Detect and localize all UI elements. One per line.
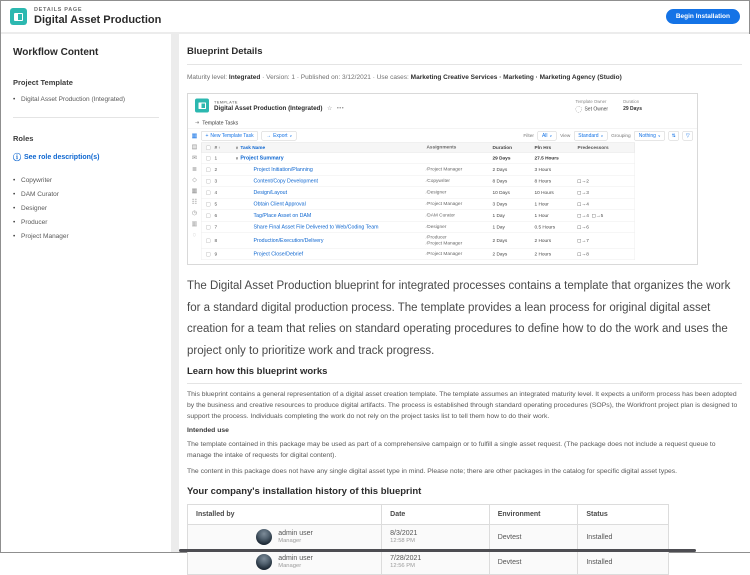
window-glyph-icon: [14, 13, 23, 21]
user-avatar: [256, 554, 272, 570]
assignment-name: ∕ Project Manager: [427, 167, 493, 173]
task-number: 4: [214, 189, 218, 196]
project-template-label: Project Template: [13, 78, 73, 87]
duration-value: 29 Days: [623, 105, 642, 112]
task-duration: 8 Days: [492, 178, 508, 184]
task-name-link: ∨ Project Summary: [235, 155, 284, 161]
grouping-dropdown: Nothing ∨: [634, 131, 665, 141]
predecessor-chip: →2: [578, 178, 589, 184]
install-time: 12:58 PM: [390, 538, 415, 544]
checkbox-icon: [206, 190, 211, 195]
begin-installation-button[interactable]: Begin Installation: [666, 9, 740, 24]
assignment-name: ∕ Project Manager: [427, 251, 493, 257]
row-checkbox: [202, 213, 215, 218]
row-checkbox: [202, 238, 215, 243]
row-checkbox: [202, 202, 215, 207]
environment-cell: Devtest: [490, 525, 579, 549]
sort-caret-icon: ∨: [235, 145, 239, 150]
sort-up-icon: ↑: [217, 145, 221, 150]
task-number: 8: [214, 237, 218, 244]
chevron-down-icon: ∨: [600, 134, 604, 138]
app-header: [1, 1, 749, 32]
task-planned-hours: 2 Hours: [534, 251, 552, 257]
task-planned-hours: 1 Hour: [534, 201, 549, 207]
task-box-icon: [578, 202, 582, 206]
task-planned-hours: 3 Hours: [534, 166, 552, 173]
duration-group: [623, 99, 642, 113]
checkbox-icon: [206, 145, 211, 150]
history-header-row: [188, 505, 668, 525]
template-task-row: [201, 187, 635, 199]
maturity-value: Integrated: [228, 74, 261, 81]
set-owner-value: Set Owner: [584, 106, 609, 112]
template-tasks-tab: [188, 117, 697, 129]
task-name-link: Tag/Place Asset on DAM: [253, 212, 312, 219]
template-task-row: [201, 210, 635, 222]
history-column-header: Installed by: [188, 505, 382, 524]
checkbox-icon: [206, 179, 211, 184]
task-assignments: [427, 224, 493, 230]
notes-icon: ▥: [191, 220, 198, 227]
template-teal-icon: [195, 99, 209, 113]
assignment-name: ∕ Designer: [427, 190, 493, 196]
task-box-icon: [578, 179, 582, 183]
blueprint-description: The Digital Asset Production blueprint for integrated processes contains a template that organizes the work for a standard digital production process. The template provides a lean process for original digital asset creation for a team that relies on standard operating procedures to define how to do the work and uses the project only to prioritize work and track progress.: [187, 280, 731, 357]
hours-icon: ◷: [191, 209, 198, 216]
assignment-name: ∕ Producer: [427, 235, 493, 241]
predecessor-chip: →4: [578, 201, 589, 207]
task-duration: 3 Days: [492, 201, 508, 207]
assignment-name: ∕ Copywriter: [427, 178, 493, 184]
row-checkbox: [202, 156, 215, 161]
header-text: [34, 7, 161, 26]
task-number: 3: [214, 178, 218, 184]
status-cell: Installed: [586, 533, 613, 541]
task-name-link: Content/Copy Development: [253, 178, 318, 184]
row-checkbox: [202, 225, 215, 230]
duration-label: Duration: [623, 98, 640, 104]
task-predecessors: [578, 238, 636, 244]
list-view-icon: ▦: [191, 132, 198, 139]
task-assignments: [427, 213, 493, 219]
checkbox-icon: [206, 252, 211, 257]
task-name-link: Obtain Client Approval: [253, 201, 306, 207]
template-owner-group: [575, 99, 608, 113]
roles-list: [13, 177, 159, 240]
see-role-descriptions-link[interactable]: [13, 152, 159, 163]
task-name-link: Design/Layout: [253, 189, 288, 196]
predecessor-chip: →3: [578, 190, 589, 196]
documents-icon: ≣: [191, 165, 198, 172]
sidebar-divider: [13, 117, 159, 118]
task-assignments: [427, 251, 493, 257]
updates-icon: ✉: [191, 154, 198, 161]
task-duration: 1 Day: [492, 212, 505, 219]
milestones-icon: ◇: [192, 176, 197, 183]
learn-paragraph-1: This blueprint contains a general representation of a digital asset creation template. The template assumes an integrated maturity level. It expects a uniform process has been adopted by the business and creative resources to produce digital artifacts. The process is established through standard operating procedures (SOPs), the Workfront project plan is designed to support the process. Individuals completing the work do not rely on the project tasks list to tell them how to do their work.: [187, 391, 738, 420]
task-planned-hours: 10 Hours: [534, 189, 554, 196]
install-time: 12:56 PM: [390, 563, 415, 569]
export-button: → Export ∨: [262, 131, 297, 141]
task-duration: 29 Days: [492, 155, 511, 161]
use-cases-value: Marketing Creative Services · Marketing · Marketing Agency (Studio): [410, 74, 622, 81]
task-box-icon: [578, 252, 582, 256]
task-predecessors: [578, 224, 636, 230]
media-icon: ▦: [191, 187, 198, 194]
status-cell: Installed: [586, 558, 613, 566]
view-label: View: [560, 133, 571, 139]
filter-funnel-icon: ▽: [683, 131, 694, 141]
row-checkbox: [202, 190, 215, 195]
installation-history-table: [187, 504, 669, 575]
task-duration: 2 Days: [492, 237, 508, 244]
task-box-icon: [578, 239, 582, 243]
learn-paragraph-2: The template contained in this package may be used as part of a comprehensive campaign or to fulfill a single asset request. (The package does not include a request queue to manage the intake of requests for digital content).: [187, 441, 716, 459]
project-template-item: • Digital Asset Production (Integrated): [13, 96, 159, 103]
task-number: 9: [214, 251, 218, 257]
task-name-link: Production/Execution/Delivery: [253, 237, 324, 244]
role-item: • DAM Curator: [13, 191, 159, 198]
sidebar-title: Workflow Content: [13, 47, 99, 58]
column-header-duration: Duration: [492, 144, 513, 151]
learn-section-title: Learn how this blueprint works: [187, 366, 742, 384]
chevron-down-icon: ∨: [289, 134, 293, 138]
task-planned-hours: 8 Hours: [534, 178, 552, 184]
task-predecessors: [578, 190, 636, 196]
favorite-star-icon: ☆: [326, 104, 333, 112]
task-name-link: Share Final Asset File Delivered to Web/Coding Team: [253, 224, 379, 230]
horizontal-scrollbar[interactable]: [179, 549, 696, 552]
preview-header: [188, 94, 697, 117]
task-planned-hours: 27.5 Hours: [534, 155, 559, 161]
tasks-toolbar: [201, 129, 697, 143]
maturity-label: Maturity level:: [187, 74, 228, 81]
task-name-link: Project Initiation/Planning: [253, 166, 313, 173]
checkbox-icon: [206, 156, 211, 161]
history-column-header: Date: [382, 505, 490, 524]
tab-label: Template Tasks: [202, 119, 239, 126]
predecessor-chip: →6: [578, 224, 589, 230]
user-role: Manager: [278, 538, 302, 544]
task-assignments: [427, 167, 493, 173]
board-icon: ▤: [191, 143, 198, 150]
predecessor-chip: →7: [578, 238, 589, 244]
sort-icon: ⇅: [669, 131, 680, 141]
task-predecessors: [578, 213, 636, 219]
checkbox-icon: [206, 225, 211, 230]
preview-content: [188, 94, 697, 266]
header-checkbox: [202, 145, 215, 150]
collapse-caret-icon: ∨: [235, 155, 239, 161]
blueprint-details-title: Blueprint Details: [187, 46, 742, 65]
row-checkbox: [202, 167, 215, 172]
role-item: • Project Manager: [13, 233, 159, 240]
install-date: 7/28/2021: [390, 555, 422, 562]
assignment-name: ∕ Designer: [427, 224, 493, 230]
more-options-icon: •••: [336, 104, 345, 111]
meta-rest: · Version: 1 · Published on: 3/12/2021 · Use cases:: [262, 74, 409, 81]
task-number: 2: [214, 166, 218, 173]
task-planned-hours: 0.5 Hours: [534, 224, 556, 230]
template-preview-screenshot[interactable]: [187, 93, 698, 265]
export-arrow-icon: →: [266, 133, 272, 139]
task-duration: 1 Day: [492, 224, 505, 230]
tasks-tab-icon: ⇥: [195, 120, 200, 126]
page-title: Digital Asset Production: [34, 14, 162, 26]
task-number: 7: [214, 224, 218, 230]
row-checkbox: [202, 252, 215, 257]
filter-label: Filter: [523, 133, 534, 139]
checkbox-icon: [206, 213, 211, 218]
task-predecessors: [578, 178, 636, 184]
environment-cell: Devtest: [490, 550, 579, 574]
installed-by-cell: [188, 550, 382, 574]
filter-dropdown: All ∨: [537, 131, 556, 141]
task-assignments: [427, 178, 493, 184]
user-avatar: [256, 529, 272, 545]
column-header-num: # ↑: [214, 144, 221, 151]
installed-by-cell: [188, 525, 382, 549]
task-number: 6: [214, 212, 218, 219]
template-title: Digital Asset Production (Integrated): [214, 104, 323, 112]
left-icon-rail: [188, 129, 201, 260]
row-checkbox: [202, 179, 215, 184]
column-header-assignments: Assignments: [426, 144, 457, 150]
role-item: • Copywriter: [13, 177, 159, 184]
checkbox-icon: [206, 167, 211, 172]
new-template-task-button: + New Template Task: [201, 131, 258, 141]
predecessor-chip: →4: [578, 213, 589, 219]
more-tools-icon: ◌: [192, 231, 197, 238]
template-owner-label: Template Owner: [575, 98, 607, 104]
roles-link-label: See role description(s): [24, 154, 100, 161]
task-duration: 10 Days: [492, 189, 510, 196]
details-page-eyebrow: DETAILS PAGE: [34, 7, 83, 13]
date-cell: [382, 550, 490, 574]
plus-icon: +: [205, 133, 209, 139]
people-icon: ☷: [191, 198, 198, 205]
task-table-header: [201, 143, 635, 153]
intended-use-label: Intended use: [187, 427, 229, 434]
template-task-row: [201, 233, 635, 249]
chevron-down-icon: ∨: [549, 134, 553, 138]
template-task-row: [201, 199, 635, 211]
info-icon: ⓘ: [13, 153, 21, 162]
template-eyebrow: TEMPLATE: [214, 99, 238, 105]
template-task-row: [201, 249, 635, 261]
roles-label: Roles: [13, 134, 34, 143]
history-column-header: Status: [586, 511, 608, 518]
task-duration: 2 Days: [492, 166, 508, 173]
role-item: • Designer: [13, 205, 159, 212]
blueprint-meta-line: [187, 74, 742, 81]
task-number: 5: [214, 201, 218, 207]
task-assignments: [427, 190, 493, 196]
checkbox-icon: [206, 202, 211, 207]
assignment-name: ∕ DAM Curator: [427, 213, 493, 219]
template-task-row: [201, 176, 635, 188]
date-cell: [382, 525, 490, 549]
workflow-content-sidebar: [1, 34, 171, 552]
checkbox-icon: [206, 238, 211, 243]
history-row: [188, 525, 668, 550]
task-predecessors: [578, 251, 636, 257]
blueprint-app-icon: [10, 8, 27, 25]
window-glyph-icon: [198, 102, 206, 109]
predecessor-chip: →8: [578, 251, 589, 257]
installation-history-title: Your company's installation history of this blueprint: [187, 486, 422, 497]
project-template-list: [13, 96, 159, 103]
view-dropdown: Standard ∨: [574, 131, 608, 141]
template-task-row: [201, 153, 635, 165]
template-task-row: [201, 164, 635, 176]
user-role: Manager: [278, 563, 302, 569]
assignment-name: ∕ Project Manager: [427, 241, 493, 247]
task-box-icon: [578, 225, 582, 229]
column-header-pred: Predecessors: [577, 144, 609, 151]
task-number: 1: [214, 155, 218, 161]
history-column-header: Environment: [490, 505, 579, 524]
role-item: • Producer: [13, 219, 159, 226]
task-duration: 2 Days: [492, 251, 508, 257]
task-table-body: [201, 153, 697, 261]
task-box-icon: [578, 214, 582, 218]
blueprint-details-panel: [179, 34, 750, 569]
history-row: [188, 550, 668, 575]
task-name-link: Project Close/Debrief: [253, 251, 304, 257]
predecessor-chip: →5: [592, 213, 603, 219]
task-assignments: [427, 201, 493, 207]
column-header-hours: Pln Hrs: [534, 144, 552, 151]
task-planned-hours: 2 Hours: [534, 237, 552, 244]
user-name: admin user: [278, 555, 313, 562]
task-planned-hours: 1 Hour: [534, 212, 549, 219]
user-name: admin user: [278, 530, 313, 537]
assignment-name: ∕ Project Manager: [427, 201, 493, 207]
template-task-row: [201, 222, 635, 234]
task-assignments: [427, 235, 493, 247]
column-header-name: ∨ Task Name: [235, 144, 266, 151]
task-box-icon: [578, 191, 582, 195]
task-box-icon: [592, 214, 596, 218]
learn-paragraph-3: The content in this package does not have any single digital asset type in mind. Please note; there are other packages in the catalog for specific digital asset types.: [187, 468, 678, 475]
set-owner-avatar-icon: [575, 106, 582, 113]
install-date: 8/3/2021: [390, 530, 418, 537]
chevron-down-icon: ∨: [657, 134, 661, 138]
grouping-label: Grouping: [611, 133, 631, 139]
task-predecessors: [578, 201, 636, 207]
